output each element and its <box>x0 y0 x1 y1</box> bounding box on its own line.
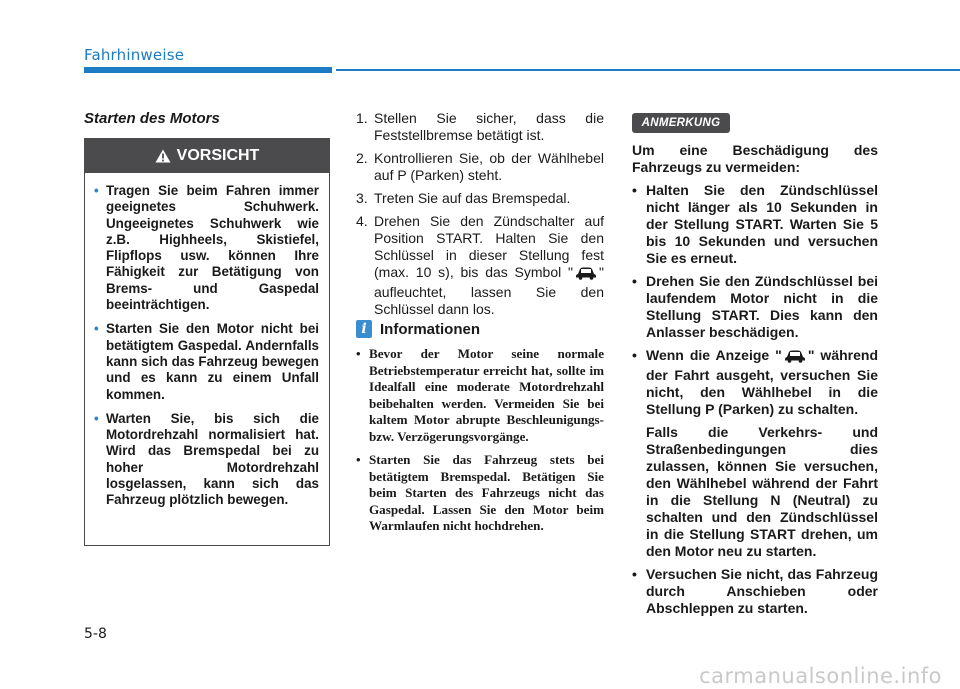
info-item: • Bevor der Motor seine normale Betriebstemperatur erreicht hat, sollte im Idealfall eine moderate Motordrehzahl beibehalten werden. Vermeiden Sie bei kaltem Motor abrupte Beschleunigungs- bzw. Verzögerungsvorgänge. <box>356 346 604 445</box>
section-title: Starten des Motors <box>84 110 220 127</box>
watermark: carmanualsonline.info <box>699 664 942 688</box>
step-text-after: " aufleuchtet, lassen Sie den Schlüssel dann los. <box>374 264 604 317</box>
step-item <box>356 213 604 318</box>
note-item: • Halten Sie den Zündschlüssel nicht länger als 10 Sekunden in der Stellung START. Warten Sie 5 bis 10 Sekunden und versuchen Sie es erneut. <box>632 182 878 267</box>
note-item: • Versuchen Sie nicht, das Fahrzeug durch Anschieben oder Abschleppen zu starten. <box>632 566 878 617</box>
warning-triangle-icon <box>155 149 171 163</box>
info-item: • Starten Sie das Fahrzeug stets bei betätigtem Bremspedal. Betätigen Sie beim Starten des Fahrzeugs nicht das Gaspedal. Lassen Sie den Motor beim Warmlaufen nicht hochdrehen. <box>356 452 604 535</box>
step-item <box>356 150 604 184</box>
step-number: 4. <box>356 213 368 229</box>
car-indicator-icon <box>784 349 806 367</box>
page-number: 5-8 <box>84 626 107 642</box>
caution-label: VORSICHT <box>176 147 260 164</box>
note-item-before: Wenn die Anzeige " <box>646 347 782 363</box>
header-rule-thick <box>84 67 332 73</box>
step-item <box>356 110 604 144</box>
note-item <box>632 347 878 560</box>
caution-item: • Starten Sie den Motor nicht bei betätigtem Gaspedal. Andernfalls kann sich das Fahrzeug bewegen und es kann zu einem Unfall kommen. <box>97 321 319 402</box>
header-rule-thin <box>336 69 960 71</box>
step-item <box>356 190 604 207</box>
step-number: 2. <box>356 150 368 166</box>
step-text: Treten Sie auf das Bremspedal. <box>374 190 571 206</box>
note-intro: Um eine Beschädigung des Fahrzeugs zu vermeiden: <box>632 142 878 175</box>
note-item: • Drehen Sie den Zündschlüssel bei laufendem Motor nicht in die Stellung START. Dies kann den Anlasser beschädigen. <box>632 273 878 341</box>
note-item-after: " während der Fahrt ausgeht, versuchen Sie nicht, den Wählhebel in die Stellung P (Parken) zu schalten. <box>646 347 878 417</box>
step-text-before: Drehen Sie den Zündschalter auf Position START. Halten Sie den Schlüssel in dieser Stellung fest (max. 10 s), bis das Symbol " <box>374 213 604 280</box>
info-title: Informationen <box>380 320 480 338</box>
note-content <box>632 142 878 623</box>
start-steps-list <box>356 110 604 324</box>
car-indicator-icon <box>575 266 597 284</box>
caution-header <box>85 139 329 173</box>
info-header <box>356 320 480 338</box>
header-title: Fahrhinweise <box>84 46 185 64</box>
caution-list <box>85 173 329 509</box>
step-number: 3. <box>356 190 368 206</box>
note-badge: ANMERKUNG <box>632 113 730 133</box>
step-number: 1. <box>356 110 368 126</box>
step-text <box>374 213 604 318</box>
info-list <box>356 346 604 542</box>
note-item-sub: Falls die Verkehrs- und Straßenbedingungen dies zulassen, können Sie versuchen, den Wählhebel während der Fahrt in die Stellung N (Neutral) zu schalten und den Zündschlüssel in die Stellung START drehen, um den Motor neu zu starten. <box>646 424 878 559</box>
caution-item: • Warten Sie, bis sich die Motordrehzahl normalisiert hat. Wird das Bremspedal bei zu hoher Motordrehzahl losgelassen, kann sich das Fahrzeug plötzlich bewegen. <box>97 411 319 509</box>
note-list <box>632 182 878 617</box>
caution-item: • Tragen Sie beim Fahren immer geeignetes Schuhwerk. Ungeeignetes Schuhwerk wie z.B. Highheels, Skistiefel, Flipflops usw. können Ihre Fähigkeit zur Betätigung von Brems- und Gaspedal beeinträchtigen. <box>97 183 319 313</box>
step-text: Kontrollieren Sie, ob der Wählhebel auf P (Parken) steht. <box>374 150 604 183</box>
step-text: Stellen Sie sicher, dass die Feststellbremse betätigt ist. <box>374 110 604 143</box>
caution-box <box>84 138 330 546</box>
info-icon: i <box>356 320 372 338</box>
